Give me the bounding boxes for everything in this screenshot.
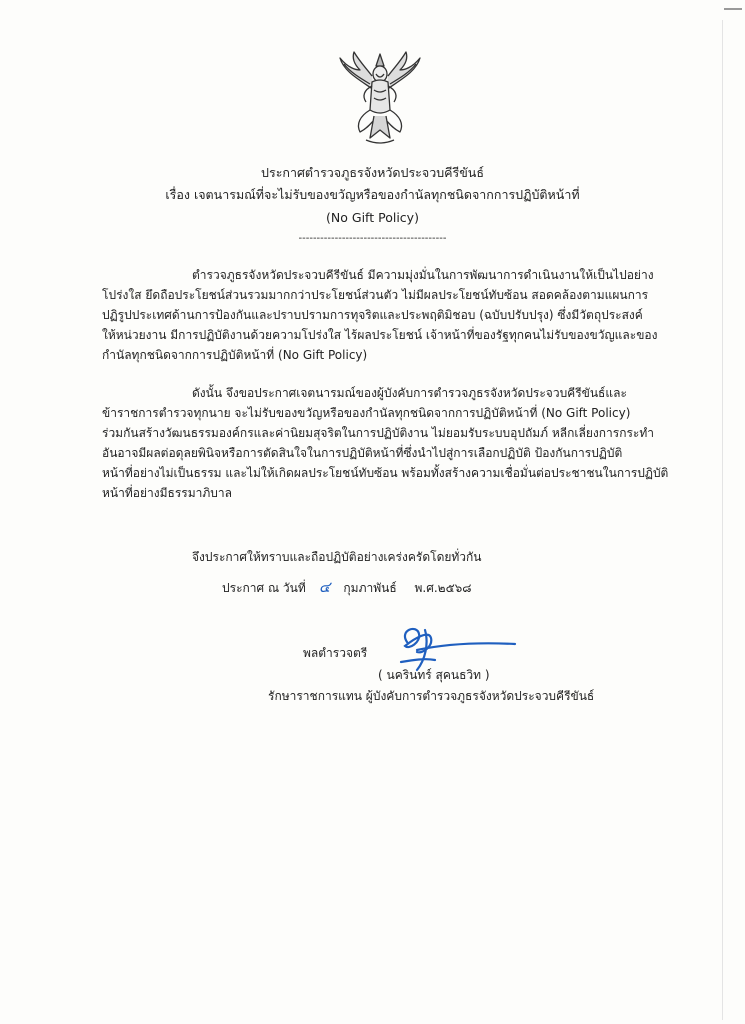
signatory-position: รักษาราชการแทน ผู้บังคับการตำรวจภูธรจังหวัดประจวบคีรีขันธ์ — [268, 689, 595, 703]
signatory-name: ( นครินทร์ สุคนธวิท ) — [378, 668, 490, 682]
paragraph-1-line: โปร่งใส ยึดถือประโยชน์ส่วนรวมมากกว่าประโยชน์ส่วนตัว ไม่มีผลประโยชน์ทับซ้อน สอดคล้องตามแผนการ — [102, 288, 649, 302]
announcement-title: ประกาศตำรวจภูธรจังหวัดประจวบคีรีขันธ์ — [261, 165, 484, 180]
date-line — [222, 578, 472, 596]
date-month: กุมภาพันธ์ — [343, 581, 397, 595]
paragraph-2-line: ร่วมกันสร้างวัฒนธรรมองค์กรและค่านิยมสุจริตในการปฏิบัติงาน ไม่ยอมรับระบบอุปถัมภ์ หลีกเลี่ยงการกระทำ — [102, 426, 655, 440]
closing-statement: จึงประกาศให้ทราบและถือปฏิบัติอย่างเคร่งครัดโดยทั่วกัน — [192, 550, 482, 564]
date-prefix: ประกาศ ณ วันที่ — [222, 581, 306, 595]
paragraph-1-line: ปฏิรูปประเทศด้านการป้องกันและปราบปรามการทุจริตและประพฤติมิชอบ (ฉบับปรับปรุง) ซึ่งมีวัตถุประสงค์ — [102, 308, 643, 322]
paragraph-1-line: ตำรวจภูธรจังหวัดประจวบคีรีขันธ์ มีความมุ่งมั่นในการพัฒนาการดำเนินงานให้เป็นไปอย่าง — [192, 268, 654, 282]
scan-mark — [724, 8, 742, 10]
signatory-rank: พลตำรวจตรี — [303, 646, 368, 660]
date-year: พ.ศ.๒๕๖๘ — [414, 581, 472, 595]
paragraph-1-line: ให้หน่วยงาน มีการปฏิบัติงานด้วยความโปร่งใส ไร้ผลประโยชน์ เจ้าหน้าที่ของรัฐทุกคนไม่รับของขวัญและของ — [102, 328, 658, 342]
scan-edge — [722, 20, 723, 1020]
paragraph-2-line: อันอาจมีผลต่อดุลยพินิจหรือการตัดสินใจในการปฏิบัติหน้าที่ซึ่งนำไปสู่การเลือกปฏิบัติ ป้องกันการปฏิบัติ — [102, 446, 623, 460]
announcement-subject: เรื่อง เจตนารมณ์ที่จะไม่รับของขวัญหรือของกำนัลทุกชนิดจากการปฏิบัติหน้าที่ — [165, 187, 580, 202]
separator-line: ----------------------------------------- — [298, 233, 447, 244]
date-day: ๔ — [318, 578, 331, 596]
paragraph-2-line: ดังนั้น จึงขอประกาศเจตนารมณ์ของผู้บังคับการตำรวจภูธรจังหวัดประจวบคีรีขันธ์และ — [192, 386, 627, 400]
paragraph-1 — [102, 265, 658, 365]
garuda-emblem — [330, 50, 430, 150]
paragraph-2 — [102, 383, 669, 503]
paragraph-1-line: กำนัลทุกชนิดจากการปฏิบัติหน้าที่ (No Gift Policy) — [102, 348, 368, 362]
paragraph-2-line: หน้าที่อย่างมีธรรมาภิบาล — [102, 486, 232, 500]
paragraph-2-line: ข้าราชการตำรวจทุกนาย จะไม่รับของขวัญหรือของกำนัลทุกชนิดจากการปฏิบัติหน้าที่ (No Gift Policy) — [102, 406, 631, 420]
announcement-subtitle: (No Gift Policy) — [326, 210, 419, 225]
paragraph-2-line: หน้าที่อย่างไม่เป็นธรรม และไม่ให้เกิดผลประโยชน์ทับซ้อน พร้อมทั้งสร้างความเชื่อมั่นต่อประชาชนในการปฏิบัติ — [102, 466, 669, 480]
